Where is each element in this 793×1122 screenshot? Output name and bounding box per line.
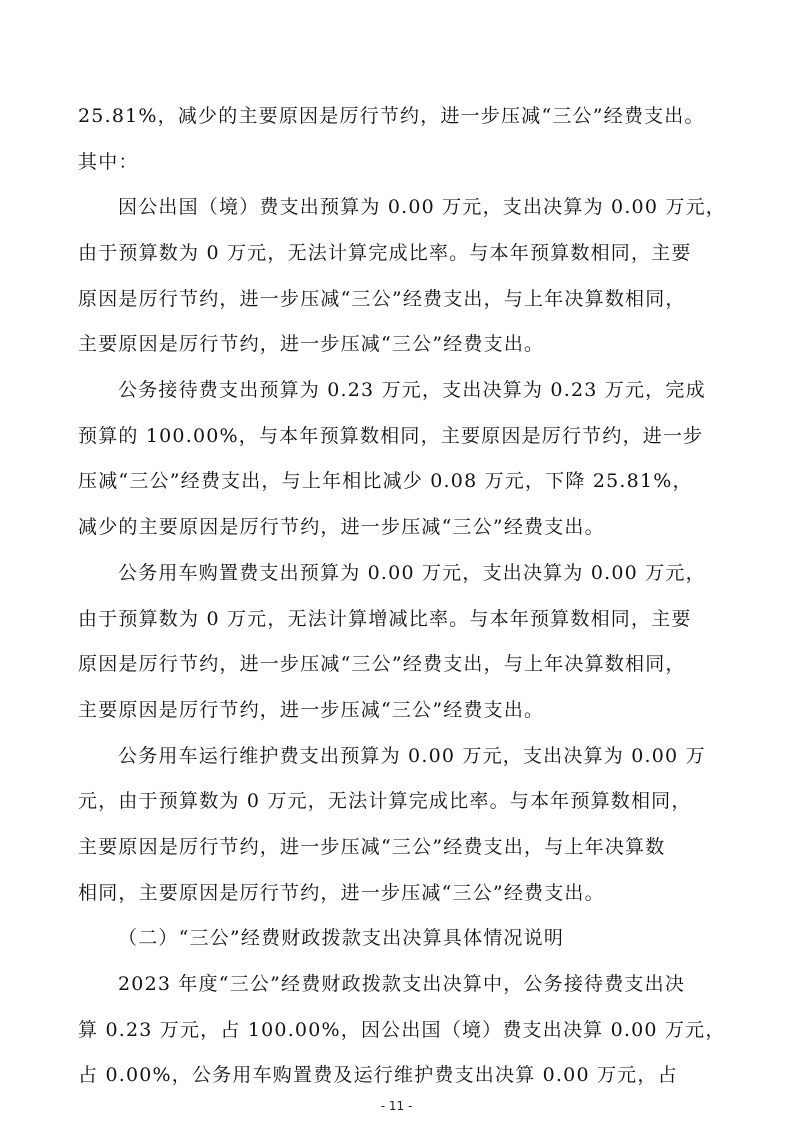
page-number: - 11 - [380,1099,413,1113]
body-text-line: 原因是厉行节约，进一步压减“三公”经费支出，与上年决算数相同， [78,288,686,310]
body-text-line: 25.81%，减少的主要原因是厉行节约，进一步压减“三公”经费支出。 [78,105,705,127]
paragraph-first-line: 2023 年度“三公”经费财政拨款支出决算中，公务接待费支出决 [118,973,686,995]
paragraph-first-line: 公务用车运行维护费支出预算为 0.00 万元，支出决算为 0.00 万 [118,745,706,767]
body-text-line: 由于预算数为 0 万元，无法计算完成比率。与本年预算数相同，主要 [78,242,692,264]
body-text-line: 相同，主要原因是厉行节约，进一步压减“三公”经费支出。 [78,882,605,904]
body-text-line: 减少的主要原因是厉行节约，进一步压减“三公”经费支出。 [78,516,605,538]
section-heading: （二）“三公”经费财政拨款支出决算具体情况说明 [118,927,565,949]
body-text-line: 其中： [78,151,139,173]
body-text-line: 主要原因是厉行节约，进一步压减“三公”经费支出。 [78,699,545,721]
body-text-line: 由于预算数为 0 万元，无法计算增减比率。与本年预算数相同，主要 [78,608,692,630]
body-text-line: 占 0.00%，公务用车购置费及运行维护费支出决算 0.00 万元，占 [78,1064,678,1086]
paragraph-first-line: 公务接待费支出预算为 0.23 万元，支出决算为 0.23 万元，完成 [118,379,706,401]
paragraph-first-line: 公务用车购置费支出预算为 0.00 万元，支出决算为 0.00 万元， [118,562,706,584]
body-text-line: 压减“三公”经费支出，与上年相比减少 0.08 万元，下降 25.81%， [78,470,693,492]
body-text-line: 预算的 100.00%，与本年预算数相同，主要原因是厉行节约，进一步 [78,425,704,447]
body-text-line: 原因是厉行节约，进一步压减“三公”经费支出，与上年决算数相同， [78,653,686,675]
body-text-line: 主要原因是厉行节约，进一步压减“三公”经费支出，与上年决算数 [78,836,666,858]
body-text-line: 主要原因是厉行节约，进一步压减“三公”经费支出。 [78,333,545,355]
body-text-line: 算 0.23 万元，占 100.00%，因公出国（境）费支出决算 0.00 万元， [78,1019,726,1041]
body-text-line: 元，由于预算数为 0 万元，无法计算完成比率。与本年预算数相同， [78,790,692,812]
paragraph-first-line: 因公出国（境）费支出预算为 0.00 万元，支出决算为 0.00 万元， [118,196,726,218]
